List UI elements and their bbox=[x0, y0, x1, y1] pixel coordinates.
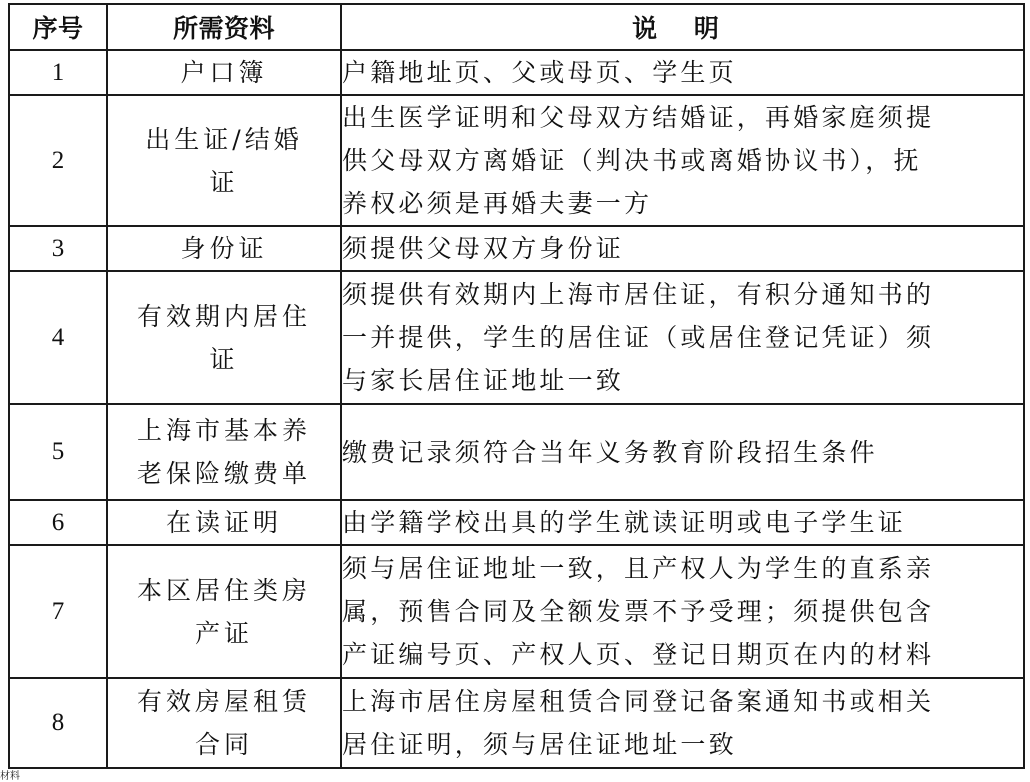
material-cell bbox=[107, 500, 341, 545]
material-cell bbox=[107, 95, 341, 226]
description-cell bbox=[341, 226, 1024, 271]
row-number: 5 bbox=[9, 404, 107, 500]
table-row bbox=[9, 226, 1024, 271]
row-number: 8 bbox=[9, 678, 107, 768]
cut-off-footer-text: 材料 bbox=[0, 771, 20, 782]
material-line: 出生证/结婚 bbox=[145, 124, 303, 154]
description-line: 须与居住证地址一致，且产权人为学生的直系亲 bbox=[342, 554, 935, 583]
description-line: 属，预售合同及全额发票不予受理；须提供包含 bbox=[342, 597, 935, 626]
material-line: 有效房屋租赁 bbox=[136, 687, 311, 716]
material-cell bbox=[107, 404, 341, 500]
material-line: 在读证明 bbox=[165, 508, 282, 537]
description-cell bbox=[341, 404, 1024, 500]
material-cell bbox=[107, 226, 341, 271]
material-line: 户口簿 bbox=[180, 58, 268, 87]
material-cell bbox=[107, 50, 341, 95]
description-line: 缴费记录须符合当年义务教育阶段招生条件 bbox=[342, 437, 878, 467]
description-cell bbox=[341, 678, 1024, 768]
description-cell bbox=[341, 500, 1024, 545]
row-number: 1 bbox=[9, 50, 107, 95]
description-line: 供父母双方离婚证（判决书或离婚协议书），抚 bbox=[342, 146, 922, 175]
description-line: 出生医学证明和父母双方结婚证，再婚家庭须提 bbox=[342, 103, 935, 132]
description-line: 居住证明，须与居住证地址一致 bbox=[342, 730, 737, 759]
material-line: 有效期内居住 bbox=[136, 301, 311, 331]
description-line: 须提供有效期内上海市居住证，有积分通知书的 bbox=[342, 280, 935, 309]
material-line: 老保险缴费单 bbox=[136, 459, 311, 488]
material-line: 合同 bbox=[194, 730, 253, 759]
header-material: 所需资料 bbox=[107, 4, 341, 50]
material-line: 证 bbox=[209, 167, 239, 197]
table-row bbox=[9, 404, 1024, 500]
row-number: 2 bbox=[9, 95, 107, 226]
description-line: 上海市居住房屋租赁合同登记备案通知书或相关 bbox=[342, 687, 935, 716]
table-header-row bbox=[9, 4, 1024, 50]
material-cell bbox=[107, 678, 341, 768]
description-cell bbox=[341, 545, 1024, 678]
table-row bbox=[9, 95, 1024, 226]
row-number: 4 bbox=[9, 271, 107, 404]
material-line: 本区居住类房 bbox=[136, 575, 311, 605]
row-number: 3 bbox=[9, 226, 107, 271]
description-line: 户籍地址页、父或母页、学生页 bbox=[342, 58, 737, 87]
description-line: 由学籍学校出具的学生就读证明或电子学生证 bbox=[342, 508, 907, 537]
material-line: 上海市基本养 bbox=[136, 416, 311, 445]
header-no: 序号 bbox=[9, 4, 107, 50]
material-line: 身份证 bbox=[180, 234, 268, 263]
material-line: 产证 bbox=[194, 618, 253, 648]
description-cell bbox=[341, 95, 1024, 226]
description-line: 须提供父母双方身份证 bbox=[342, 234, 625, 263]
table-row bbox=[9, 678, 1024, 768]
description-line: 一并提供，学生的居住证（或居住登记凭证）须 bbox=[342, 323, 935, 352]
row-number: 6 bbox=[9, 500, 107, 545]
material-cell bbox=[107, 545, 341, 678]
description-line: 养权必须是再婚夫妻一方 bbox=[342, 189, 653, 218]
description-line: 产证编号页、产权人页、登记日期页在内的材料 bbox=[342, 640, 935, 669]
description-cell bbox=[341, 50, 1024, 95]
table-row bbox=[9, 271, 1024, 404]
required-materials-table bbox=[8, 3, 1025, 769]
description-line: 与家长居住证地址一致 bbox=[342, 366, 625, 395]
table-row bbox=[9, 50, 1024, 95]
row-number: 7 bbox=[9, 545, 107, 678]
header-description: 说 明 bbox=[341, 4, 1024, 50]
table-row bbox=[9, 500, 1024, 545]
material-line: 证 bbox=[209, 344, 239, 374]
table-row bbox=[9, 545, 1024, 678]
description-cell bbox=[341, 271, 1024, 404]
material-cell bbox=[107, 271, 341, 404]
